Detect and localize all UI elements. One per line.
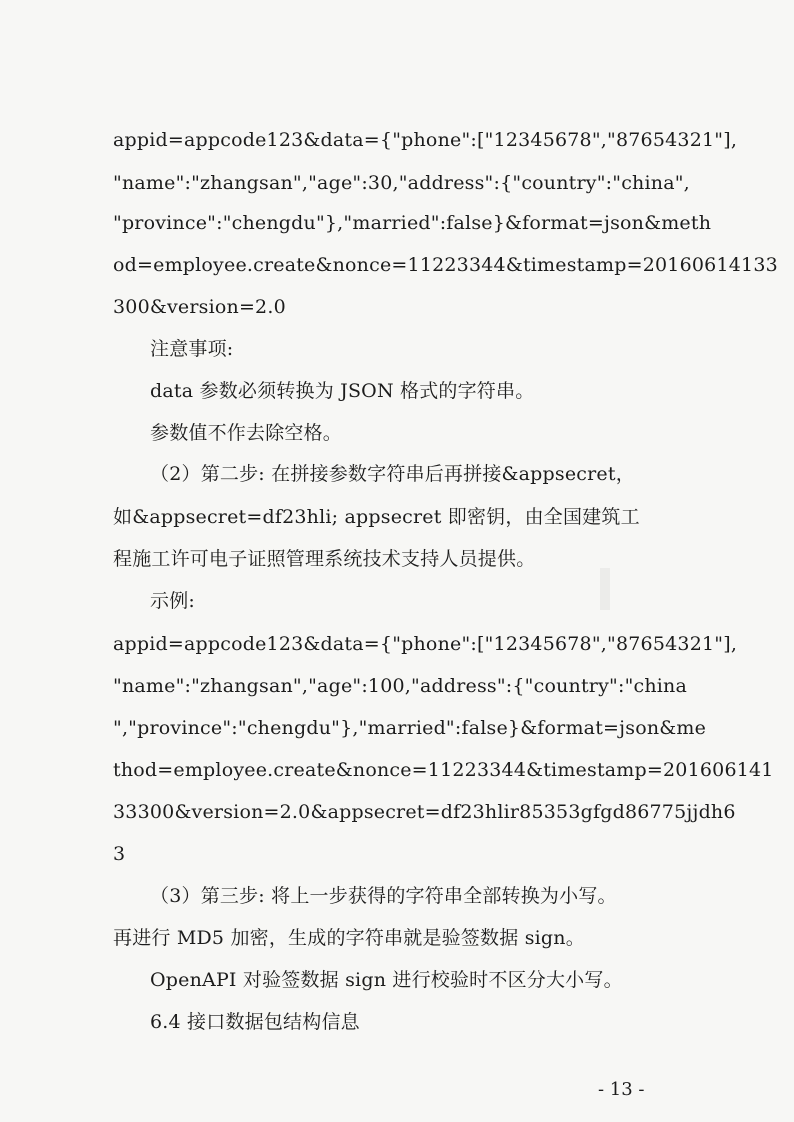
code-line: "province":"chengdu"},"married":false}&format=json&meth [113,212,712,234]
code-line: 300&version=2.0 [113,296,286,318]
step-2-paragraph: （2）第二步: 在拼接参数字符串后再拼接&appsecret， [150,463,635,485]
code-line: "name":"zhangsan","age":30,"address":{"country":"china", [113,172,690,194]
notes-heading: 注意事项: [150,338,234,360]
step-2-paragraph: 程施工许可电子证照管理系统技术支持人员提供。 [113,548,536,570]
note-item: 参数值不作去除空格。 [150,422,343,444]
scan-artifact [600,568,610,610]
example-code-line: 3 [113,843,126,865]
example-code-line: "name":"zhangsan","age":100,"address":{"country":"china [113,675,688,697]
page-number: - 13 - [598,1079,645,1100]
example-heading: 示例: [150,590,196,612]
section-heading: 6.4 接口数据包结构信息 [150,1011,360,1033]
code-line: od=employee.create&nonce=11223344&timestamp=20160614133 [113,254,778,276]
step-3-paragraph: 再进行 MD5 加密，生成的字符串就是验签数据 sign。 [113,927,585,949]
openapi-note: OpenAPI 对验签数据 sign 进行校验时不区分大小写。 [150,969,623,991]
example-code-line: ","province":"chengdu"},"married":false}&format=json&me [113,717,707,739]
note-item: data 参数必须转换为 JSON 格式的字符串。 [150,380,535,402]
code-line: appid=appcode123&data={"phone":["12345678","87654321"], [113,129,738,151]
example-code-line: appid=appcode123&data={"phone":["12345678","87654321"], [113,633,738,655]
example-code-line: 33300&version=2.0&appsecret=df23hlir85353gfgd86775jjdh6 [113,801,736,823]
example-code-line: thod=employee.create&nonce=11223344&timestamp=201606141 [113,759,774,781]
step-2-paragraph: 如&appsecret=df23hli; appsecret 即密钥，由全国建筑工 [113,506,640,528]
step-3-paragraph: （3）第三步: 将上一步获得的字符串全部转换为小写。 [150,885,617,907]
